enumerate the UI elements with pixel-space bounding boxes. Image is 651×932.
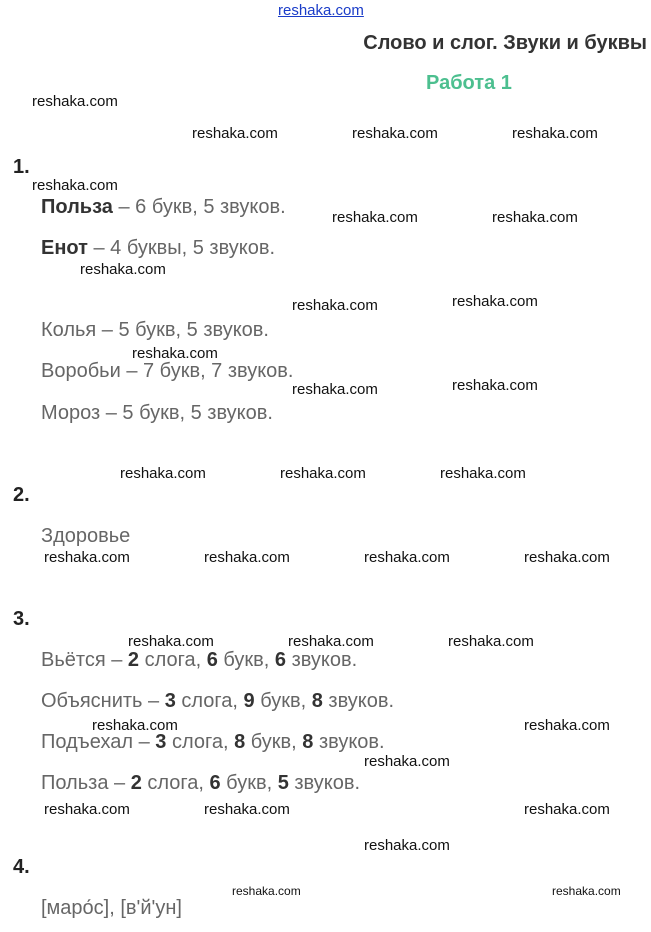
watermark: reshaka.com: [292, 381, 378, 398]
task1-line: [41, 402, 273, 425]
word-info: Колья – 5 букв, 5 звуков.: [41, 319, 269, 341]
unit: букв,: [245, 731, 303, 753]
sound-count: 6: [274, 649, 287, 671]
watermark: reshaka.com: [440, 465, 526, 482]
watermark: reshaka.com: [492, 209, 578, 226]
watermark: reshaka.com: [452, 377, 538, 394]
sound-count: 8: [302, 731, 314, 753]
site-link[interactable]: reshaka.com: [278, 2, 364, 19]
watermark: reshaka.com: [280, 465, 366, 482]
word: Подъехал: [41, 731, 134, 753]
task-number: 4.: [13, 856, 30, 878]
word-info: Воробьи – 7 букв, 7 звуков.: [41, 360, 294, 382]
word-info: – 6 букв, 5 звуков.: [112, 196, 286, 218]
syllable-count: 3: [155, 731, 167, 753]
watermark: reshaka.com: [32, 93, 118, 110]
page-title: Слово и слог. Звуки и буквы: [363, 32, 647, 54]
watermark: reshaka.com: [448, 633, 534, 650]
watermark: reshaka.com: [44, 801, 130, 818]
letter-count: 8: [234, 731, 246, 753]
word: Объяснить: [41, 690, 143, 712]
unit: слога,: [139, 649, 207, 671]
task3-line: [41, 731, 385, 754]
watermark: reshaka.com: [512, 125, 598, 142]
dash: –: [105, 649, 128, 671]
word: Польза: [41, 196, 113, 218]
unit: слога,: [166, 731, 235, 753]
watermark: reshaka.com: [332, 209, 418, 226]
watermark: reshaka.com: [44, 549, 130, 566]
sound-count: 5: [277, 772, 289, 794]
task3-line: [41, 690, 394, 713]
task3-line: [41, 772, 360, 795]
word: Польза: [41, 772, 109, 794]
unit: звуков.: [322, 690, 395, 712]
watermark: reshaka.com: [232, 884, 301, 898]
unit: звуков.: [286, 649, 358, 671]
unit: букв,: [220, 772, 278, 794]
watermark: reshaka.com: [552, 884, 621, 898]
task1-line: [41, 237, 275, 260]
task-number: 1.: [13, 156, 30, 178]
task3-line: [41, 649, 357, 672]
watermark: reshaka.com: [80, 261, 166, 278]
watermark: reshaka.com: [204, 549, 290, 566]
watermark: reshaka.com: [452, 293, 538, 310]
watermark: reshaka.com: [524, 717, 610, 734]
syllable-count: 2: [127, 649, 140, 671]
watermark: reshaka.com: [524, 549, 610, 566]
word-info: Мороз – 5 букв, 5 звуков.: [41, 402, 273, 424]
dash: –: [142, 690, 165, 712]
dash: –: [108, 772, 131, 794]
watermark: reshaka.com: [364, 549, 450, 566]
watermark: reshaka.com: [292, 297, 378, 314]
unit: букв,: [217, 649, 275, 671]
letter-count: 9: [243, 690, 255, 712]
syllable-count: 2: [130, 772, 142, 794]
watermark: reshaka.com: [92, 717, 178, 734]
syllable-count: 3: [164, 690, 176, 712]
task-number: 2.: [13, 484, 30, 506]
unit: звуков.: [288, 772, 361, 794]
watermark: reshaka.com: [364, 753, 450, 770]
word: Вьётся: [41, 649, 106, 671]
watermark: reshaka.com: [204, 801, 290, 818]
unit: слога,: [141, 772, 210, 794]
watermark: reshaka.com: [288, 633, 374, 650]
watermark: reshaka.com: [132, 345, 218, 362]
unit: звуков.: [313, 731, 385, 753]
watermark: reshaka.com: [120, 465, 206, 482]
word-info: – 4 буквы, 5 звуков.: [87, 237, 276, 259]
watermark: reshaka.com: [32, 177, 118, 194]
dash: –: [133, 731, 156, 753]
page-subtitle: Работа 1: [426, 72, 512, 94]
task1-line: [41, 319, 269, 342]
sound-count: 8: [311, 690, 323, 712]
letter-count: 6: [209, 772, 221, 794]
watermark: reshaka.com: [128, 633, 214, 650]
task1-line: [41, 196, 286, 219]
letter-count: 6: [206, 649, 218, 671]
watermark: reshaka.com: [524, 801, 610, 818]
watermark: reshaka.com: [352, 125, 438, 142]
task2-answer: Здоровье: [41, 525, 131, 547]
task-number: 3.: [13, 608, 30, 630]
task4-answer: [маро́с], [в'й'ун]: [41, 897, 182, 919]
unit: слога,: [175, 690, 244, 712]
watermark: reshaka.com: [192, 125, 278, 142]
watermark: reshaka.com: [364, 837, 450, 854]
word: Енот: [41, 237, 88, 259]
unit: букв,: [254, 690, 312, 712]
task1-line: [41, 360, 294, 383]
